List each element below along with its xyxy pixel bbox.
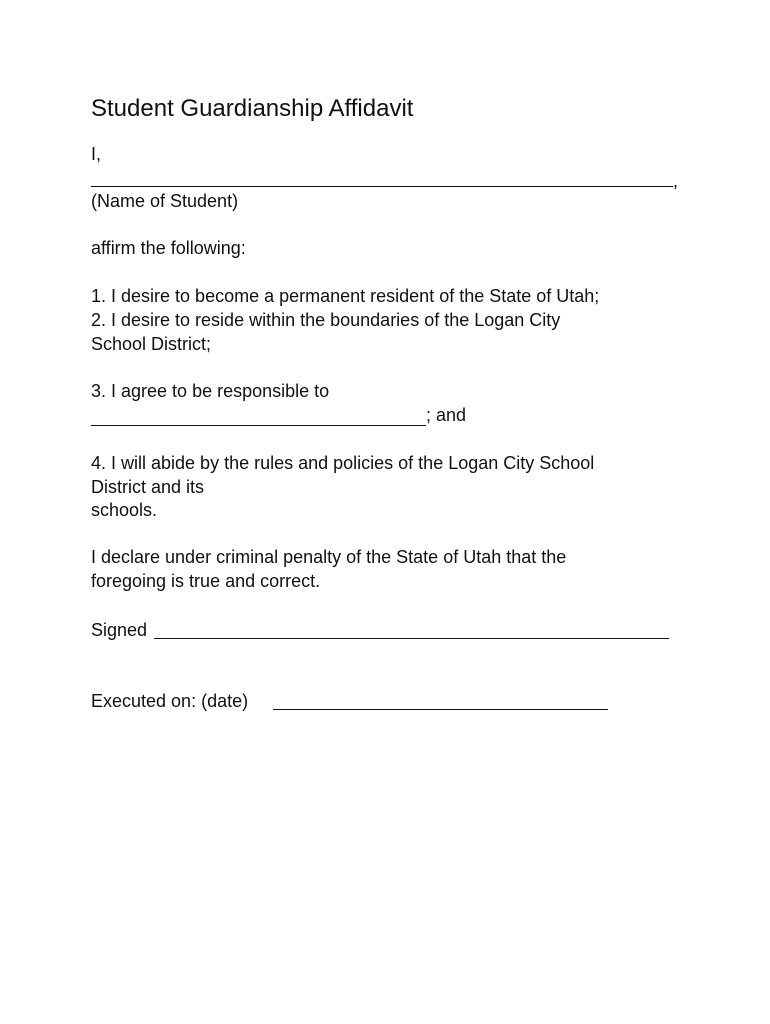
- item-4-line-3: schools.: [91, 500, 158, 520]
- document-title: Student Guardianship Affidavit: [91, 95, 414, 122]
- item-2-line-2: School District;: [91, 334, 212, 354]
- signed-label: Signed: [91, 620, 148, 640]
- opening-text: I,: [91, 144, 102, 164]
- item-3-line-1: 3. I agree to be responsible to: [91, 381, 330, 401]
- date-blank[interactable]: [273, 709, 608, 710]
- declaration-line-2: foregoing is true and correct.: [91, 571, 321, 591]
- item-1-text: 1. I desire to become a permanent resident of the State of Utah;: [91, 286, 600, 306]
- signature-blank[interactable]: [154, 638, 669, 639]
- item-2-line-1: 2. I desire to reside within the boundaries of the Logan City: [91, 310, 561, 330]
- item-4-line-2: District and its: [91, 477, 205, 497]
- item-4-line-1: 4. I will abide by the rules and policies of the Logan City School: [91, 453, 595, 473]
- name-trailing-comma: ,: [673, 171, 679, 191]
- student-name-blank[interactable]: [91, 186, 673, 187]
- declaration-line-1: I declare under criminal penalty of the State of Utah that the: [91, 547, 567, 567]
- responsible-party-blank[interactable]: [91, 425, 426, 426]
- affirm-text: affirm the following:: [91, 238, 246, 258]
- executed-on-label: Executed on: (date): [91, 691, 249, 711]
- item-3-trailing: ; and: [426, 405, 467, 425]
- student-name-label: (Name of Student): [91, 191, 239, 211]
